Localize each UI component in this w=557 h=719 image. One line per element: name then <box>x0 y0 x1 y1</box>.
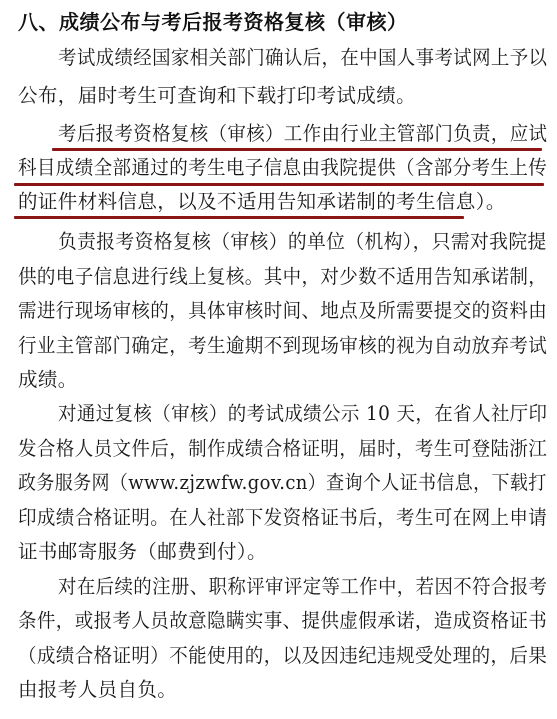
paragraph-2-line-2: 科目成绩全部通过的考生电子信息由我院提供（含部分考生上传 <box>18 156 548 179</box>
paragraph-3-line-4: 行业主管部门确定，考生逾期不到现场审核的视为自动放弃考试 <box>18 334 548 357</box>
paragraph-4-line-3: 政务服务网（www.zjzwfw.gov.cn）查询个人证书信息，下载打 <box>18 471 547 494</box>
paragraph-3-line-3: 需进行现场审核的，具体审核时间、地点及所需要提交的资料由 <box>18 299 548 322</box>
paragraph-4-line-1: 对通过复核（审核）的考试成绩公示 10 天，在省人社厅印 <box>58 402 548 425</box>
paragraph-1-line-2: 公布，届时考生可查询和下载打印考试成绩。 <box>18 84 417 107</box>
paragraph-5-line-2: 条件，或报考人员故意隐瞒实事、提供虚假承诺，造成资格证书 <box>18 609 548 632</box>
paragraph-3-line-5: 成绩。 <box>18 368 78 391</box>
paragraph-5-line-4: 由报考人员自负。 <box>18 678 178 701</box>
paragraph-3-line-1: 负责报考资格复核（审核）的单位（机构），只需对我院提 <box>58 230 547 253</box>
paragraph-2-line-3: 的证件材料信息，以及不适用告知承诺制的考生信息）。 <box>18 190 506 213</box>
paragraph-4-line-4: 印成绩合格证明。在人社部下发资格证书后，考生可在网上申请 <box>18 506 548 529</box>
underline-mark <box>52 148 542 151</box>
paragraph-5-line-3: （成绩合格证明）不能使用的，以及因违纪违规受处理的，后果 <box>18 644 548 667</box>
paragraph-2-line-1: 考后报考资格复核（审核）工作由行业主管部门负责，应试 <box>58 122 548 145</box>
section-heading: 八、成绩公布与考后报考资格复核（审核） <box>18 10 408 34</box>
underline-mark <box>14 216 464 219</box>
paragraph-5-line-1: 对在后续的注册、职称评审评定等工作中，若因不符合报考 <box>58 575 548 598</box>
paragraph-4-line-5: 证书邮寄服务（邮费到付）。 <box>18 540 267 563</box>
underline-mark <box>14 183 544 186</box>
paragraph-1-line-1: 考试成绩经国家相关部门确认后，在中国人事考试网上予以 <box>58 46 548 69</box>
paragraph-3-line-2: 供的电子信息进行线上复核。其中，对少数不适用告知承诺制， <box>18 265 548 288</box>
paragraph-4-line-2: 发合格人员文件后，制作成绩合格证明，届时，考生可登陆浙江 <box>18 437 548 460</box>
